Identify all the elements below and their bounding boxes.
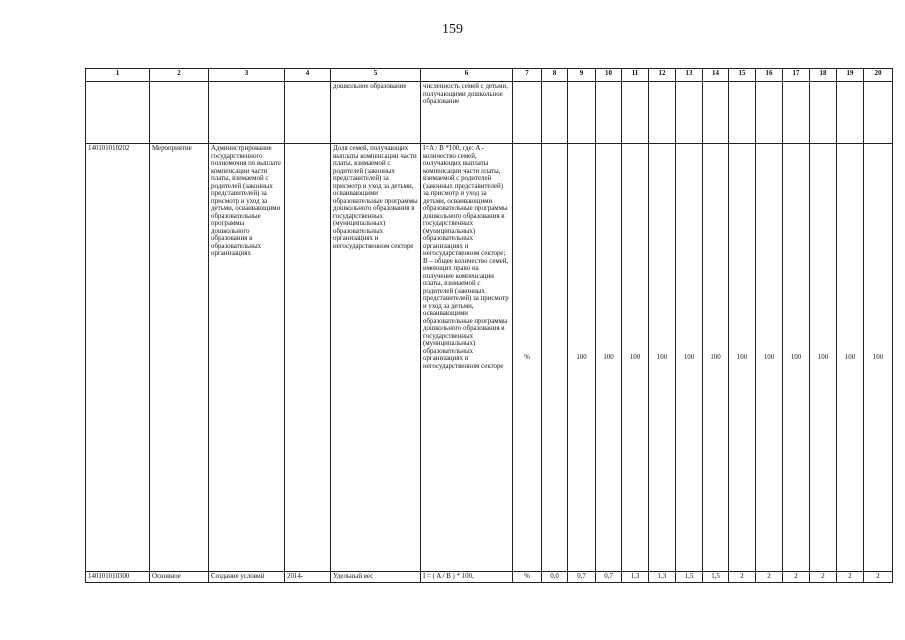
value-cell: 100	[676, 144, 703, 572]
page-number: 159	[442, 22, 463, 37]
name-cell	[209, 82, 285, 144]
header-row	[86, 69, 893, 82]
value-cell: 0,7	[568, 572, 596, 583]
value-cell: 2	[756, 572, 783, 583]
value-cell	[837, 82, 864, 144]
value-cell: 100	[729, 144, 756, 572]
value-cell: 100	[703, 144, 729, 572]
value-cell: 100	[596, 144, 622, 572]
column-header: 10	[596, 69, 622, 82]
column-header: 15	[729, 69, 756, 82]
value-cell: 100	[649, 144, 676, 572]
value-cell: 100	[756, 144, 783, 572]
value-cell	[783, 82, 810, 144]
column-header: 19	[837, 69, 864, 82]
column-header: 20	[864, 69, 893, 82]
type-cell: Мероприятие	[150, 144, 209, 572]
table-row	[86, 82, 893, 144]
value-cell	[596, 82, 622, 144]
value-cell: 1,3	[622, 572, 649, 583]
period-cell	[285, 82, 331, 144]
column-header: 4	[285, 69, 331, 82]
period-cell	[285, 144, 331, 572]
column-header: 14	[703, 69, 729, 82]
value-cell: 100	[622, 144, 649, 572]
value-cell: 2	[783, 572, 810, 583]
value-cell: 100	[810, 144, 837, 572]
value-cell: 2	[837, 572, 864, 583]
column-header: 13	[676, 69, 703, 82]
value-cell	[622, 82, 649, 144]
column-header: 6	[421, 69, 513, 82]
column-header: 9	[568, 69, 596, 82]
column-header: 18	[810, 69, 837, 82]
indicator-cell: дошкольное образование	[331, 82, 421, 144]
unit-cell	[513, 82, 542, 144]
program-table	[85, 68, 893, 583]
value-cell: 2	[729, 572, 756, 583]
period-cell: 2014-	[285, 572, 331, 583]
name-cell: Администрирование государственного полномочия по выплате компенсации части платы, взимаемой с родителей (законных представителей) за присмотр и уход за детьми, осваивающими образовательные программы дошкольного образования в образовательных организациях	[209, 144, 285, 572]
value-cell	[729, 82, 756, 144]
type-cell: Основное	[150, 572, 209, 583]
value-cell: 100	[864, 144, 893, 572]
indicator-cell: Удельный вес	[331, 572, 421, 583]
value-cell: 100	[837, 144, 864, 572]
value-cell	[810, 82, 837, 144]
type-cell	[150, 82, 209, 144]
unit-cell: %	[513, 144, 542, 572]
indicator-cell: Доля семей, получающих выплаты компенсации части платы, взимаемой с родителей (законных представителей) за присмотр и уход за детьми, осваивающими образовательные программы дошкольного образования в государственных (муниципальных) образовательных организациях и негосударственном секторе	[331, 144, 421, 572]
table-row	[86, 144, 893, 572]
code-cell	[86, 82, 150, 144]
value-cell	[864, 82, 893, 144]
formula-cell: I = ( A / B ) * 100,	[421, 572, 513, 583]
column-header: 8	[542, 69, 568, 82]
code-cell: 140101010202	[86, 144, 150, 572]
value-cell: 0,0	[542, 572, 568, 583]
value-cell: 100	[568, 144, 596, 572]
value-cell: 2	[810, 572, 837, 583]
name-cell: Создание условий	[209, 572, 285, 583]
value-cell: 100	[783, 144, 810, 572]
value-cell	[542, 144, 568, 572]
column-header: 11	[622, 69, 649, 82]
value-cell	[703, 82, 729, 144]
column-header: 17	[783, 69, 810, 82]
table-row	[86, 572, 893, 583]
column-header: 16	[756, 69, 783, 82]
value-cell	[649, 82, 676, 144]
value-cell: 2	[864, 572, 893, 583]
value-cell: 1,5	[703, 572, 729, 583]
column-header: 3	[209, 69, 285, 82]
value-cell: 1,5	[676, 572, 703, 583]
column-header: 12	[649, 69, 676, 82]
column-header: 2	[150, 69, 209, 82]
unit-cell: %	[513, 572, 542, 583]
value-cell	[676, 82, 703, 144]
value-cell	[568, 82, 596, 144]
column-header: 7	[513, 69, 542, 82]
value-cell	[756, 82, 783, 144]
column-header: 1	[86, 69, 150, 82]
formula-cell: численность семей с детьми, получающими дошкольное образование	[421, 82, 513, 144]
value-cell: 0,7	[596, 572, 622, 583]
value-cell	[542, 82, 568, 144]
formula-cell: I=A / B *100, где: A - количество семей, получающих выплаты компенсации части платы, взимаемой с родителей (законных представителей) за присмотр и уход за детьми, осваивающими образовательные программы дошкольного образования в государственных (муниципальных) образовательных организациях и негосударственном секторе; B – общее количество семей, имеющих право на получение компенсации платы, взимаемой с родителей (законных представителей) за присмотр и уход за детьми, осваивающими образовательные программы дошкольного образования в государственных (муниципальных) образовательных организациях и негосударственном секторе	[421, 144, 513, 572]
code-cell: 140101010300	[86, 572, 150, 583]
value-cell: 1,3	[649, 572, 676, 583]
column-header: 5	[331, 69, 421, 82]
